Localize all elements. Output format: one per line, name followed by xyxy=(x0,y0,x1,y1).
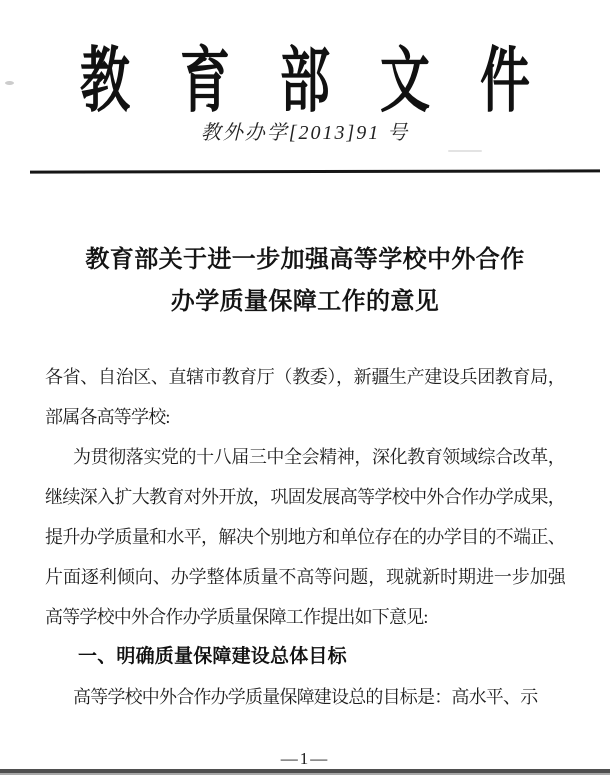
scan-artifact xyxy=(5,81,14,85)
body-line: 高等学校中外合作办学质量保障建设总的目标是：高水平、示 xyxy=(73,687,538,707)
body-line: 片面逐利倾向、办学整体质量不高等问题，现就新时期进一步加强 xyxy=(45,567,565,587)
document-title xyxy=(45,239,565,323)
document-reference-number: 教外办学[2013]91 号 xyxy=(200,122,410,144)
page-number: —1— xyxy=(280,749,330,768)
document-title-line-1: 教育部关于进一步加强高等学校中外合作 xyxy=(85,247,525,273)
body-line: 高等学校中外合作办学质量保障工作提出如下意见: xyxy=(45,607,428,627)
document-title-line-2: 办学质量保障工作的意见 xyxy=(170,289,440,315)
ministry-header-title: 教育部文件 xyxy=(80,41,580,121)
body-line-addressees-2: 部属各高等学校: xyxy=(45,407,170,427)
document-body xyxy=(45,357,565,717)
body-line: 提升办学质量和水平，解决个别地方和单位存在的办学目的不端正、 xyxy=(45,527,565,547)
letterhead-divider-line xyxy=(30,169,600,173)
section-heading-1: 一、明确质量保障建设总体目标 xyxy=(78,646,347,667)
body-line: 继续深入扩大教育对外开放，巩固发展高等学校中外合作办学成果， xyxy=(45,487,565,507)
scan-artifact xyxy=(448,150,482,152)
body-line: 为贯彻落实党的十八届三中全会精神，深化教育领域综合改革， xyxy=(73,447,565,467)
body-line-addressees: 各省、自治区、直辖市教育厅（教委），新疆生产建设兵团教育局， xyxy=(45,367,565,387)
